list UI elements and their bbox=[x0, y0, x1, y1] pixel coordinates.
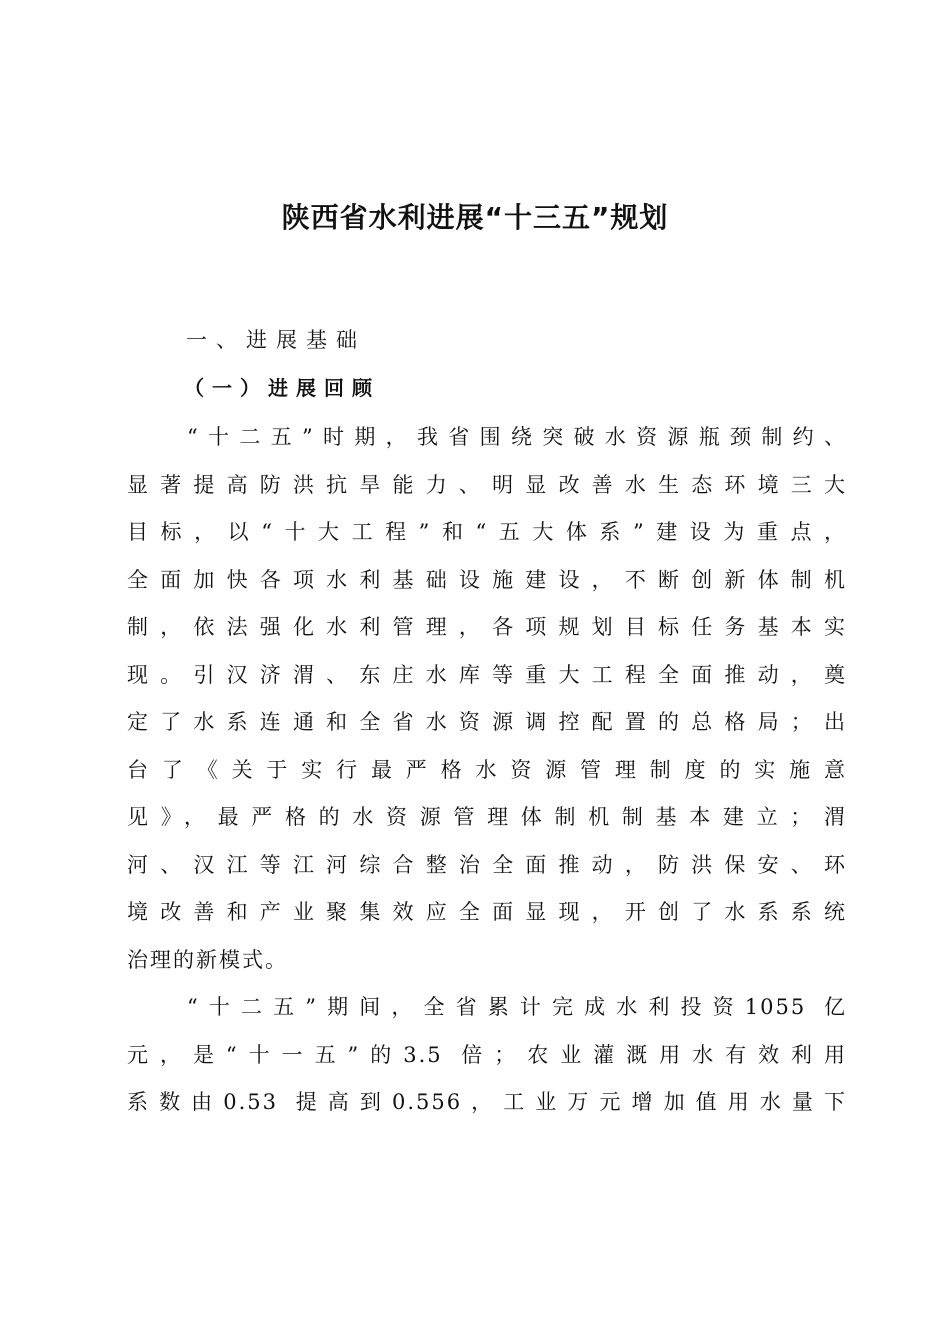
paragraph-line: 定了水系连通和全省水资源调控配置的总格局；出 bbox=[127, 710, 847, 734]
paragraph-line: “十二五”期间，全省累计完成水利投资1055 亿 bbox=[187, 995, 847, 1019]
paragraph-line: 全面加快各项水利基础设施建设，不断创新体制机 bbox=[127, 567, 847, 592]
paragraph-line: 台了《关于实行最严格水资源管理制度的实施意 bbox=[127, 757, 847, 782]
section-heading: 一、进展基础 bbox=[186, 328, 366, 352]
paragraph-line: 显著提高防洪抗旱能力、明显改善水生态环境三大 bbox=[127, 472, 847, 497]
page-title: 陕西省水利进展“十三五”规划 bbox=[281, 201, 669, 234]
paragraph-progress-review bbox=[127, 414, 847, 984]
paragraph-line: 境改善和产业聚集效应全面显现，开创了水系系统 bbox=[127, 900, 847, 924]
paragraph-line: 目标，以“十大工程”和“五大体系”建设为重点， bbox=[127, 520, 847, 544]
paragraph-line: 河、汉江等江河综合整治全面推动，防洪保安、环 bbox=[127, 852, 847, 877]
paragraph-line: 见》，最严格的水资源管理体制机制基本建立；渭 bbox=[127, 805, 847, 829]
subsection-heading: （一）进展回顾 bbox=[184, 376, 380, 400]
paragraph-line: 元，是“十一五”的3.5 倍；农业灌溉用水有效利用 bbox=[127, 1042, 847, 1067]
paragraph-line: 制，依法强化水利管理，各项规划目标任务基本实 bbox=[127, 615, 847, 639]
paragraph-line: “十二五”时期，我省围绕突破水资源瓶颈制约、 bbox=[187, 425, 847, 449]
paragraph-line: 系数由0.53 提高到0.556，工业万元增加值用水量下 bbox=[127, 1090, 847, 1114]
paragraph-line: 现。引汉济渭、东庄水库等重大工程全面推动，奠 bbox=[127, 662, 847, 687]
paragraph-line: 治理的新模式。 bbox=[127, 947, 288, 972]
paragraph-investment bbox=[127, 984, 847, 1127]
